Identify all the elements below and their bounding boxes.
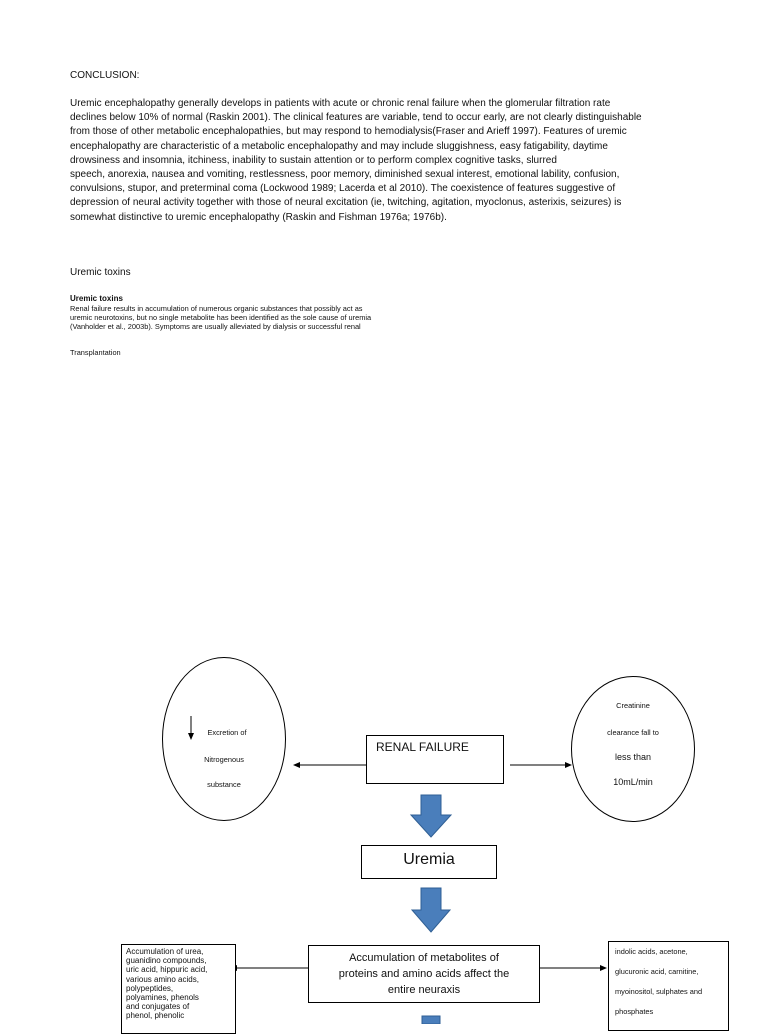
paragraph-line: somewhat distinctive to uremic encephalopathy (Raskin and Fishman 1976a; 1976b). <box>70 211 447 223</box>
box-line: myoinositol, sulphates and <box>615 987 703 996</box>
paragraph-line: (Vanholder et al., 2003b). Symptoms are usually alleviated by dialysis or successful renal <box>70 322 361 331</box>
paragraph-line: speech, anorexia, nausea and vomiting, restlessness, poor memory, diminished sexual interest, emotional lability, confusion, <box>70 169 620 181</box>
paragraph-line: declines below 10% of normal (Raskin 2001). The clinical features are variable, tend to occur early, are not clearly distinguishable <box>70 112 642 124</box>
renal-failure-box: RENAL FAILURE <box>366 735 504 784</box>
ellipse-label: Nitrogenous <box>204 755 244 764</box>
block-arrow-down-2 <box>412 888 450 932</box>
box-line: polypeptides, <box>126 983 174 993</box>
uremic-toxins-heading: Uremic toxins <box>70 267 131 278</box>
block-arrow-down-1 <box>411 795 451 837</box>
ellipse-label: Excretion of <box>207 728 247 737</box>
box-line: polyamines, phenols <box>126 993 199 1003</box>
creatinine-clearance-ellipse <box>571 676 695 822</box>
paragraph-line: encephalopathy are characteristic of a metabolic encephalopathy and may include sluggishness, easy fatigability, daytime <box>70 140 608 152</box>
box-line: proteins and amino acids affect the <box>338 968 510 980</box>
ellipse-label: substance <box>207 780 241 789</box>
paragraph-line: Uremic encephalopathy generally develops in patients with acute or chronic renal failure when the glomerular filtration rate <box>70 98 611 109</box>
toxins-list-box-left <box>121 944 236 1034</box>
box-line: glucuronic acid, carnitine, <box>615 967 699 976</box>
conclusion-heading: CONCLUSION: <box>70 70 140 81</box>
box-line: uric acid, hippuric acid, <box>126 965 208 975</box>
paragraph-line: convulsions, stupor, and preterminal coma (Lockwood 1989; Lacerda et al 2010). The coexistence of features suggestive of <box>70 183 616 195</box>
transplantation-text: Transplantation <box>70 348 121 357</box>
paragraph-line: from those of other metabolic encephalopathies, but may respond to hemodialysis(Fraser and Arieff 1997). Features of uremic <box>70 126 627 138</box>
box-line: various amino acids, <box>126 974 199 984</box>
box-line: entire neuraxis <box>387 984 461 996</box>
box-line: and conjugates of <box>126 1002 190 1012</box>
paragraph-line: drowsiness and insomnia, itchiness, inability to sustain attention or to perform complex cognitive tasks, slurred <box>70 154 557 166</box>
box-line: guanidino compounds, <box>126 956 207 966</box>
ellipse-label: 10mL/min <box>613 777 653 787</box>
paragraph-line: depression of neural activity together with those of neural excitation (ie, twitching, agitation, myoclonus, asterixis, seizures) is <box>70 197 622 209</box>
ellipse-label: clearance fall to <box>607 728 659 737</box>
uremic-toxins-small-title: Uremic toxins <box>70 294 123 303</box>
ellipse-label: Creatinine <box>616 701 650 710</box>
box-line: phosphates <box>615 1007 654 1016</box>
ellipse-label: less than <box>614 752 652 762</box>
block-arrow-down-3 <box>422 1016 440 1024</box>
box-line: indolic acids, acetone, <box>615 947 688 956</box>
box-line: Accumulation of urea, <box>126 947 204 956</box>
toxins-list-box-right <box>608 941 729 1031</box>
accumulation-box <box>308 945 540 1003</box>
uremia-box: Uremia <box>361 845 497 879</box>
box-line: Accumulation of metabolites of <box>349 952 499 964</box>
paragraph-line: uremic neurotoxins, but no single metabolite has been identified as the sole cause of uremia <box>70 313 372 322</box>
paragraph-line: Renal failure results in accumulation of numerous organic substances that possibly act as <box>70 304 363 313</box>
nitrogenous-excretion-ellipse <box>162 657 286 821</box>
box-line: phenol, phenolic <box>126 1011 185 1021</box>
